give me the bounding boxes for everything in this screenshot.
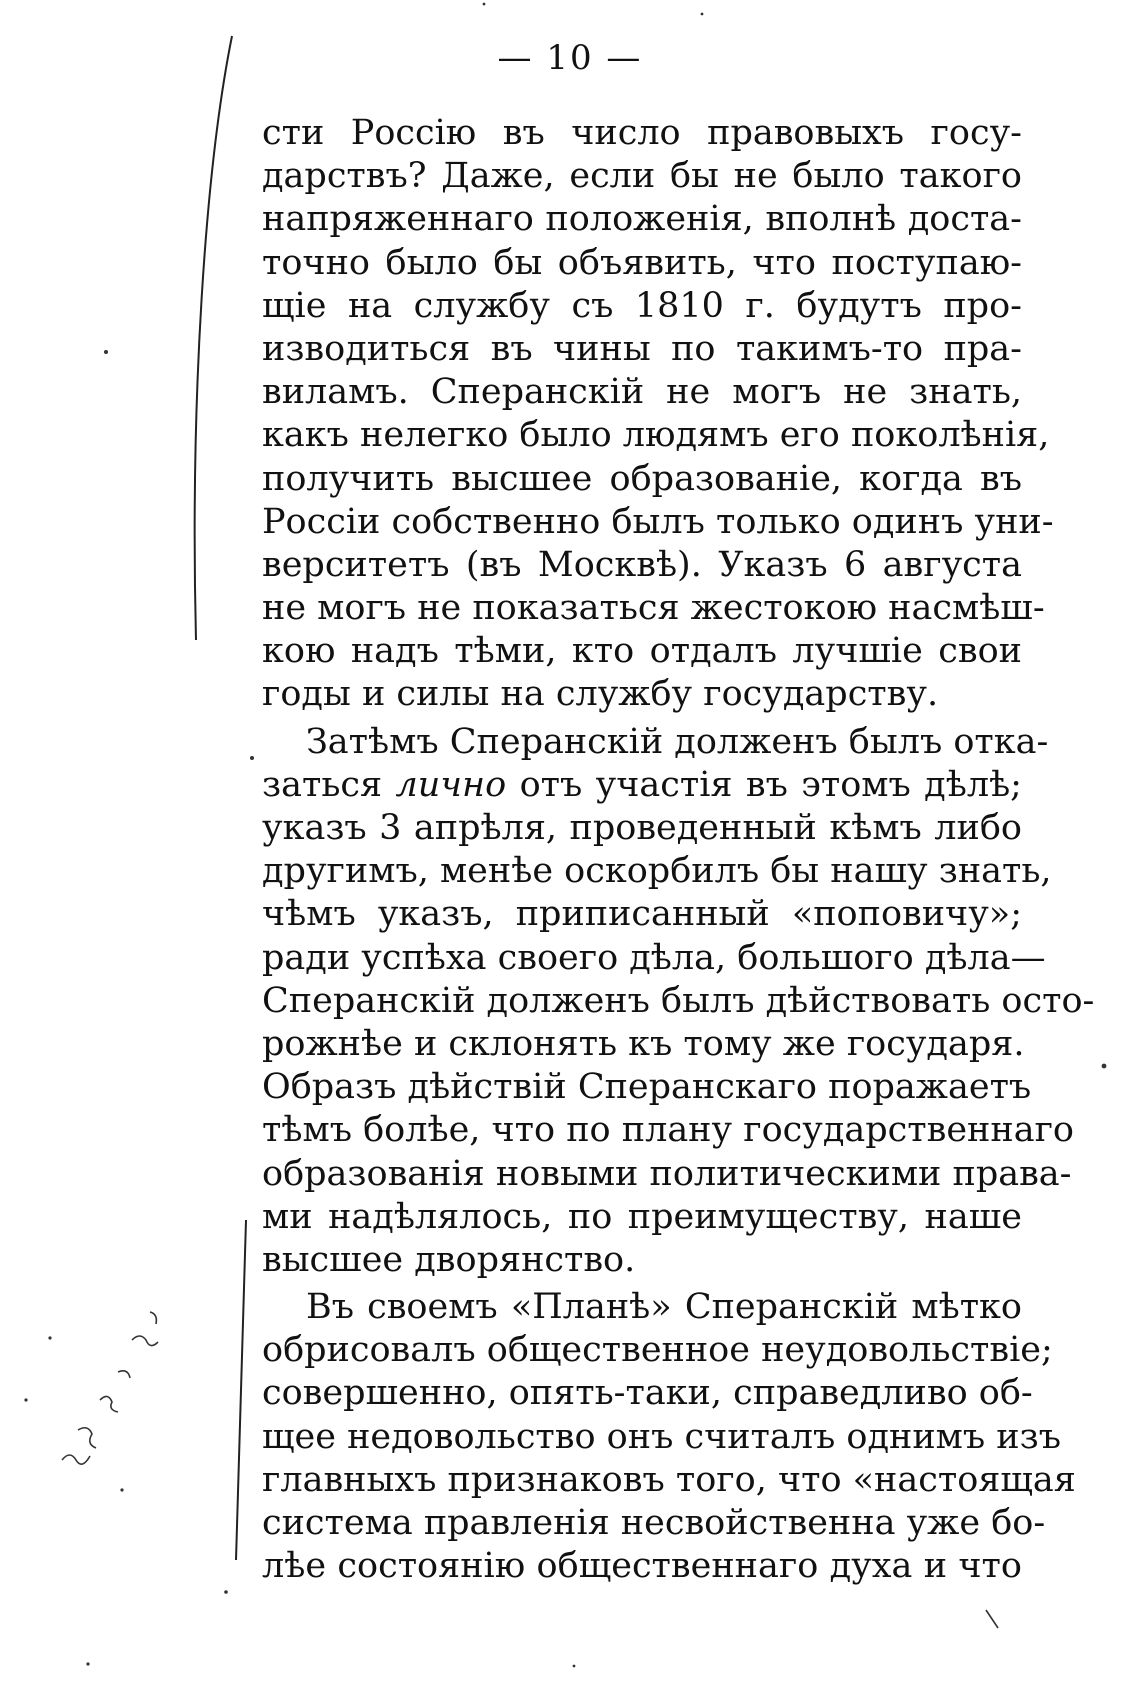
page-number: — 10 —: [497, 38, 643, 78]
text-fragment: заться: [262, 764, 383, 805]
text-line: ми надѣлялось, по преимуществу, наше: [262, 1196, 1022, 1237]
text-line: Образъ дѣйствій Сперанскаго поражаетъ: [262, 1067, 1032, 1108]
text-line: система правленія несвойственна уже бо-: [262, 1503, 1046, 1543]
text-line: рожнѣе и склонять къ тому же государя.: [262, 1023, 1025, 1064]
body-text: [262, 112, 1095, 1588]
text-line: Сперанскій долженъ былъ дѣйствовать осто-: [262, 980, 1095, 1021]
text-line: годы и силы на службу государству.: [262, 674, 939, 715]
text-line: какъ нелегко было людямъ его поколѣнія,: [262, 415, 1050, 456]
text-line: сти Россію въ число правовыхъ госу-: [262, 113, 1022, 153]
text-line: ради успѣха своего дѣла, большого дѣла—: [262, 937, 1046, 978]
text-line: щее недовольство онъ считалъ однимъ изъ: [262, 1416, 1061, 1457]
text-line: верситетъ (въ Москвѣ). Указъ 6 августа: [262, 544, 1022, 585]
text-line: тѣмъ болѣе, что по плану государственнаго: [262, 1110, 1074, 1151]
paragraph-1: [262, 112, 1054, 717]
text-line: кою надъ тѣми, кто отдалъ лучшіе свои: [262, 631, 1022, 672]
text-line: главныхъ признаковъ того, что «настоящая: [262, 1459, 1076, 1500]
text-line-with-emphasis: [262, 764, 1022, 807]
text-line: образованія новыми политическими права-: [262, 1153, 1072, 1194]
text-fragment: отъ участія въ этомъ дѣлѣ;: [519, 764, 1022, 805]
paragraph-3: [262, 1286, 1076, 1588]
emphasized-word: лично: [395, 764, 507, 805]
text-line: Затѣмъ Сперанскій долженъ былъ отка-: [306, 721, 1049, 762]
text-line: напряженнаго положенія, вполнѣ доста-: [262, 199, 1022, 240]
text-line: совершенно, опять-таки, справедливо об-: [262, 1373, 1033, 1414]
text-line: высшее дворянство.: [262, 1239, 636, 1280]
text-line: дарствъ? Даже, если бы не было такого: [262, 156, 1022, 197]
text-line: лѣе состоянію общественнаго духа и что: [262, 1546, 1022, 1587]
text-line: Въ своемъ «Планѣ» Сперанскій мѣтко: [306, 1287, 1022, 1328]
paragraph-2: [262, 721, 1095, 1282]
text-line: изводиться въ чины по такимъ-то пра-: [262, 328, 1022, 369]
text-line: указъ 3 апрѣля, проведенный кѣмъ либо: [262, 808, 1022, 848]
text-line: виламъ. Сперанскій не могъ не знать,: [262, 372, 1022, 413]
text-line: точно было бы объявить, что поступаю-: [262, 242, 1022, 283]
text-line: Россіи собственно былъ только одинъ уни-: [262, 501, 1054, 542]
text-line: не могъ не показаться жестокою насмѣш-: [262, 588, 1045, 629]
text-line: щіе на службу съ 1810 г. будутъ про-: [262, 285, 1022, 326]
text-line: другимъ, менѣе оскорбилъ бы нашу знать,: [262, 851, 1052, 892]
text-line: получить высшее образованіе, когда въ: [262, 458, 1022, 499]
text-line: обрисовалъ общественное неудовольствіе;: [262, 1330, 1053, 1371]
text-line: чѣмъ указъ, приписанный «поповичу»;: [262, 894, 1022, 935]
